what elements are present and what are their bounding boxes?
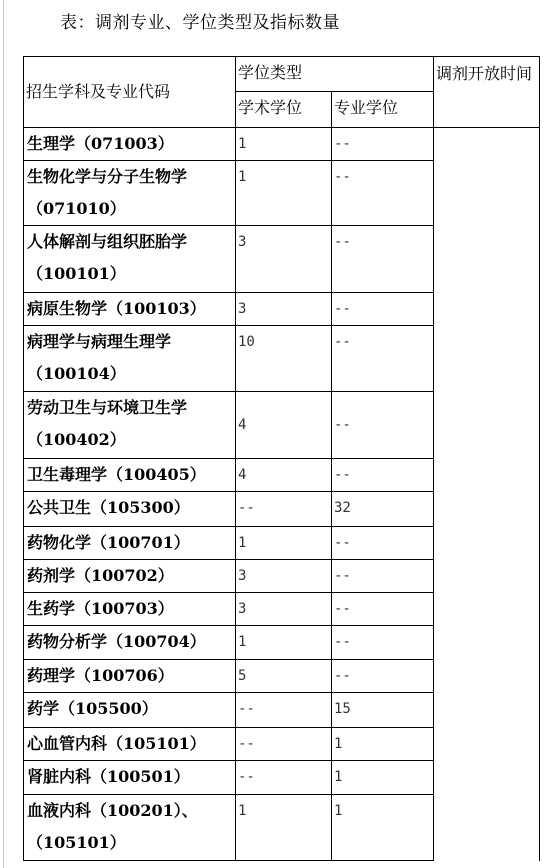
header-open-time: 调剂开放时间 bbox=[434, 57, 540, 128]
table-row bbox=[24, 128, 540, 161]
table-title: 表：调剂专业、学位类型及指标数量 bbox=[60, 13, 340, 33]
professional-cell: 1 bbox=[332, 795, 434, 861]
major-cell: 劳动卫生与环境卫生学（100402） bbox=[24, 392, 236, 459]
academic-cell: 10 bbox=[236, 326, 332, 392]
major-cell: 公共卫生（105300） bbox=[24, 492, 236, 527]
major-cell: 生药学（100703） bbox=[24, 593, 236, 626]
major-cell: 药理学（100706） bbox=[24, 660, 236, 693]
professional-cell: 1 bbox=[332, 728, 434, 761]
academic-cell: 4 bbox=[236, 459, 332, 492]
academic-cell: 3 bbox=[236, 226, 332, 293]
page-left-border bbox=[3, 0, 4, 868]
academic-cell: 1 bbox=[236, 527, 332, 560]
professional-cell: -- bbox=[332, 293, 434, 326]
academic-cell: 3 bbox=[236, 560, 332, 593]
header-degree-type: 学位类型 bbox=[236, 57, 434, 92]
professional-cell: -- bbox=[332, 459, 434, 492]
academic-cell: 1 bbox=[236, 795, 332, 861]
professional-cell: -- bbox=[332, 560, 434, 593]
academic-cell: 1 bbox=[236, 128, 332, 161]
academic-cell: 5 bbox=[236, 660, 332, 693]
academic-cell: 1 bbox=[236, 161, 332, 226]
header-academic: 学术学位 bbox=[236, 92, 332, 128]
open-time-cell bbox=[434, 128, 540, 861]
major-cell: 病理学与病理生理学（100104） bbox=[24, 326, 236, 392]
major-cell: 血液内科（100201）、（105101） bbox=[24, 795, 236, 861]
major-cell: 药物分析学（100704） bbox=[24, 626, 236, 660]
professional-cell: -- bbox=[332, 660, 434, 693]
major-cell: 药剂学（100702） bbox=[24, 560, 236, 593]
academic-cell: 3 bbox=[236, 593, 332, 626]
professional-cell: 1 bbox=[332, 761, 434, 795]
major-cell: 生理学（071003） bbox=[24, 128, 236, 161]
professional-cell: -- bbox=[332, 626, 434, 660]
academic-cell: 1 bbox=[236, 626, 332, 660]
major-cell: 药学（105500） bbox=[24, 693, 236, 728]
major-cell: 生物化学与分子生物学（071010） bbox=[24, 161, 236, 226]
major-cell: 心血管内科（105101） bbox=[24, 728, 236, 761]
professional-cell: -- bbox=[332, 326, 434, 392]
professional-cell: -- bbox=[332, 161, 434, 226]
professional-cell: -- bbox=[332, 593, 434, 626]
professional-cell: -- bbox=[332, 392, 434, 459]
academic-cell: -- bbox=[236, 761, 332, 795]
major-cell: 人体解剖与组织胚胎学（100101） bbox=[24, 226, 236, 293]
professional-cell: 15 bbox=[332, 693, 434, 728]
professional-cell: -- bbox=[332, 128, 434, 161]
major-cell: 药物化学（100701） bbox=[24, 527, 236, 560]
academic-cell: -- bbox=[236, 492, 332, 527]
academic-cell: 3 bbox=[236, 293, 332, 326]
major-cell: 肾脏内科（100501） bbox=[24, 761, 236, 795]
major-cell: 卫生毒理学（100405） bbox=[24, 459, 236, 492]
major-cell: 病原生物学（100103） bbox=[24, 293, 236, 326]
professional-cell: 32 bbox=[332, 492, 434, 527]
professional-cell: -- bbox=[332, 226, 434, 293]
academic-cell: 4 bbox=[236, 392, 332, 459]
adjustment-table bbox=[23, 56, 540, 861]
academic-cell: -- bbox=[236, 693, 332, 728]
professional-cell: -- bbox=[332, 527, 434, 560]
header-professional: 专业学位 bbox=[332, 92, 434, 128]
header-major: 招生学科及专业代码 bbox=[24, 57, 236, 128]
academic-cell: -- bbox=[236, 728, 332, 761]
